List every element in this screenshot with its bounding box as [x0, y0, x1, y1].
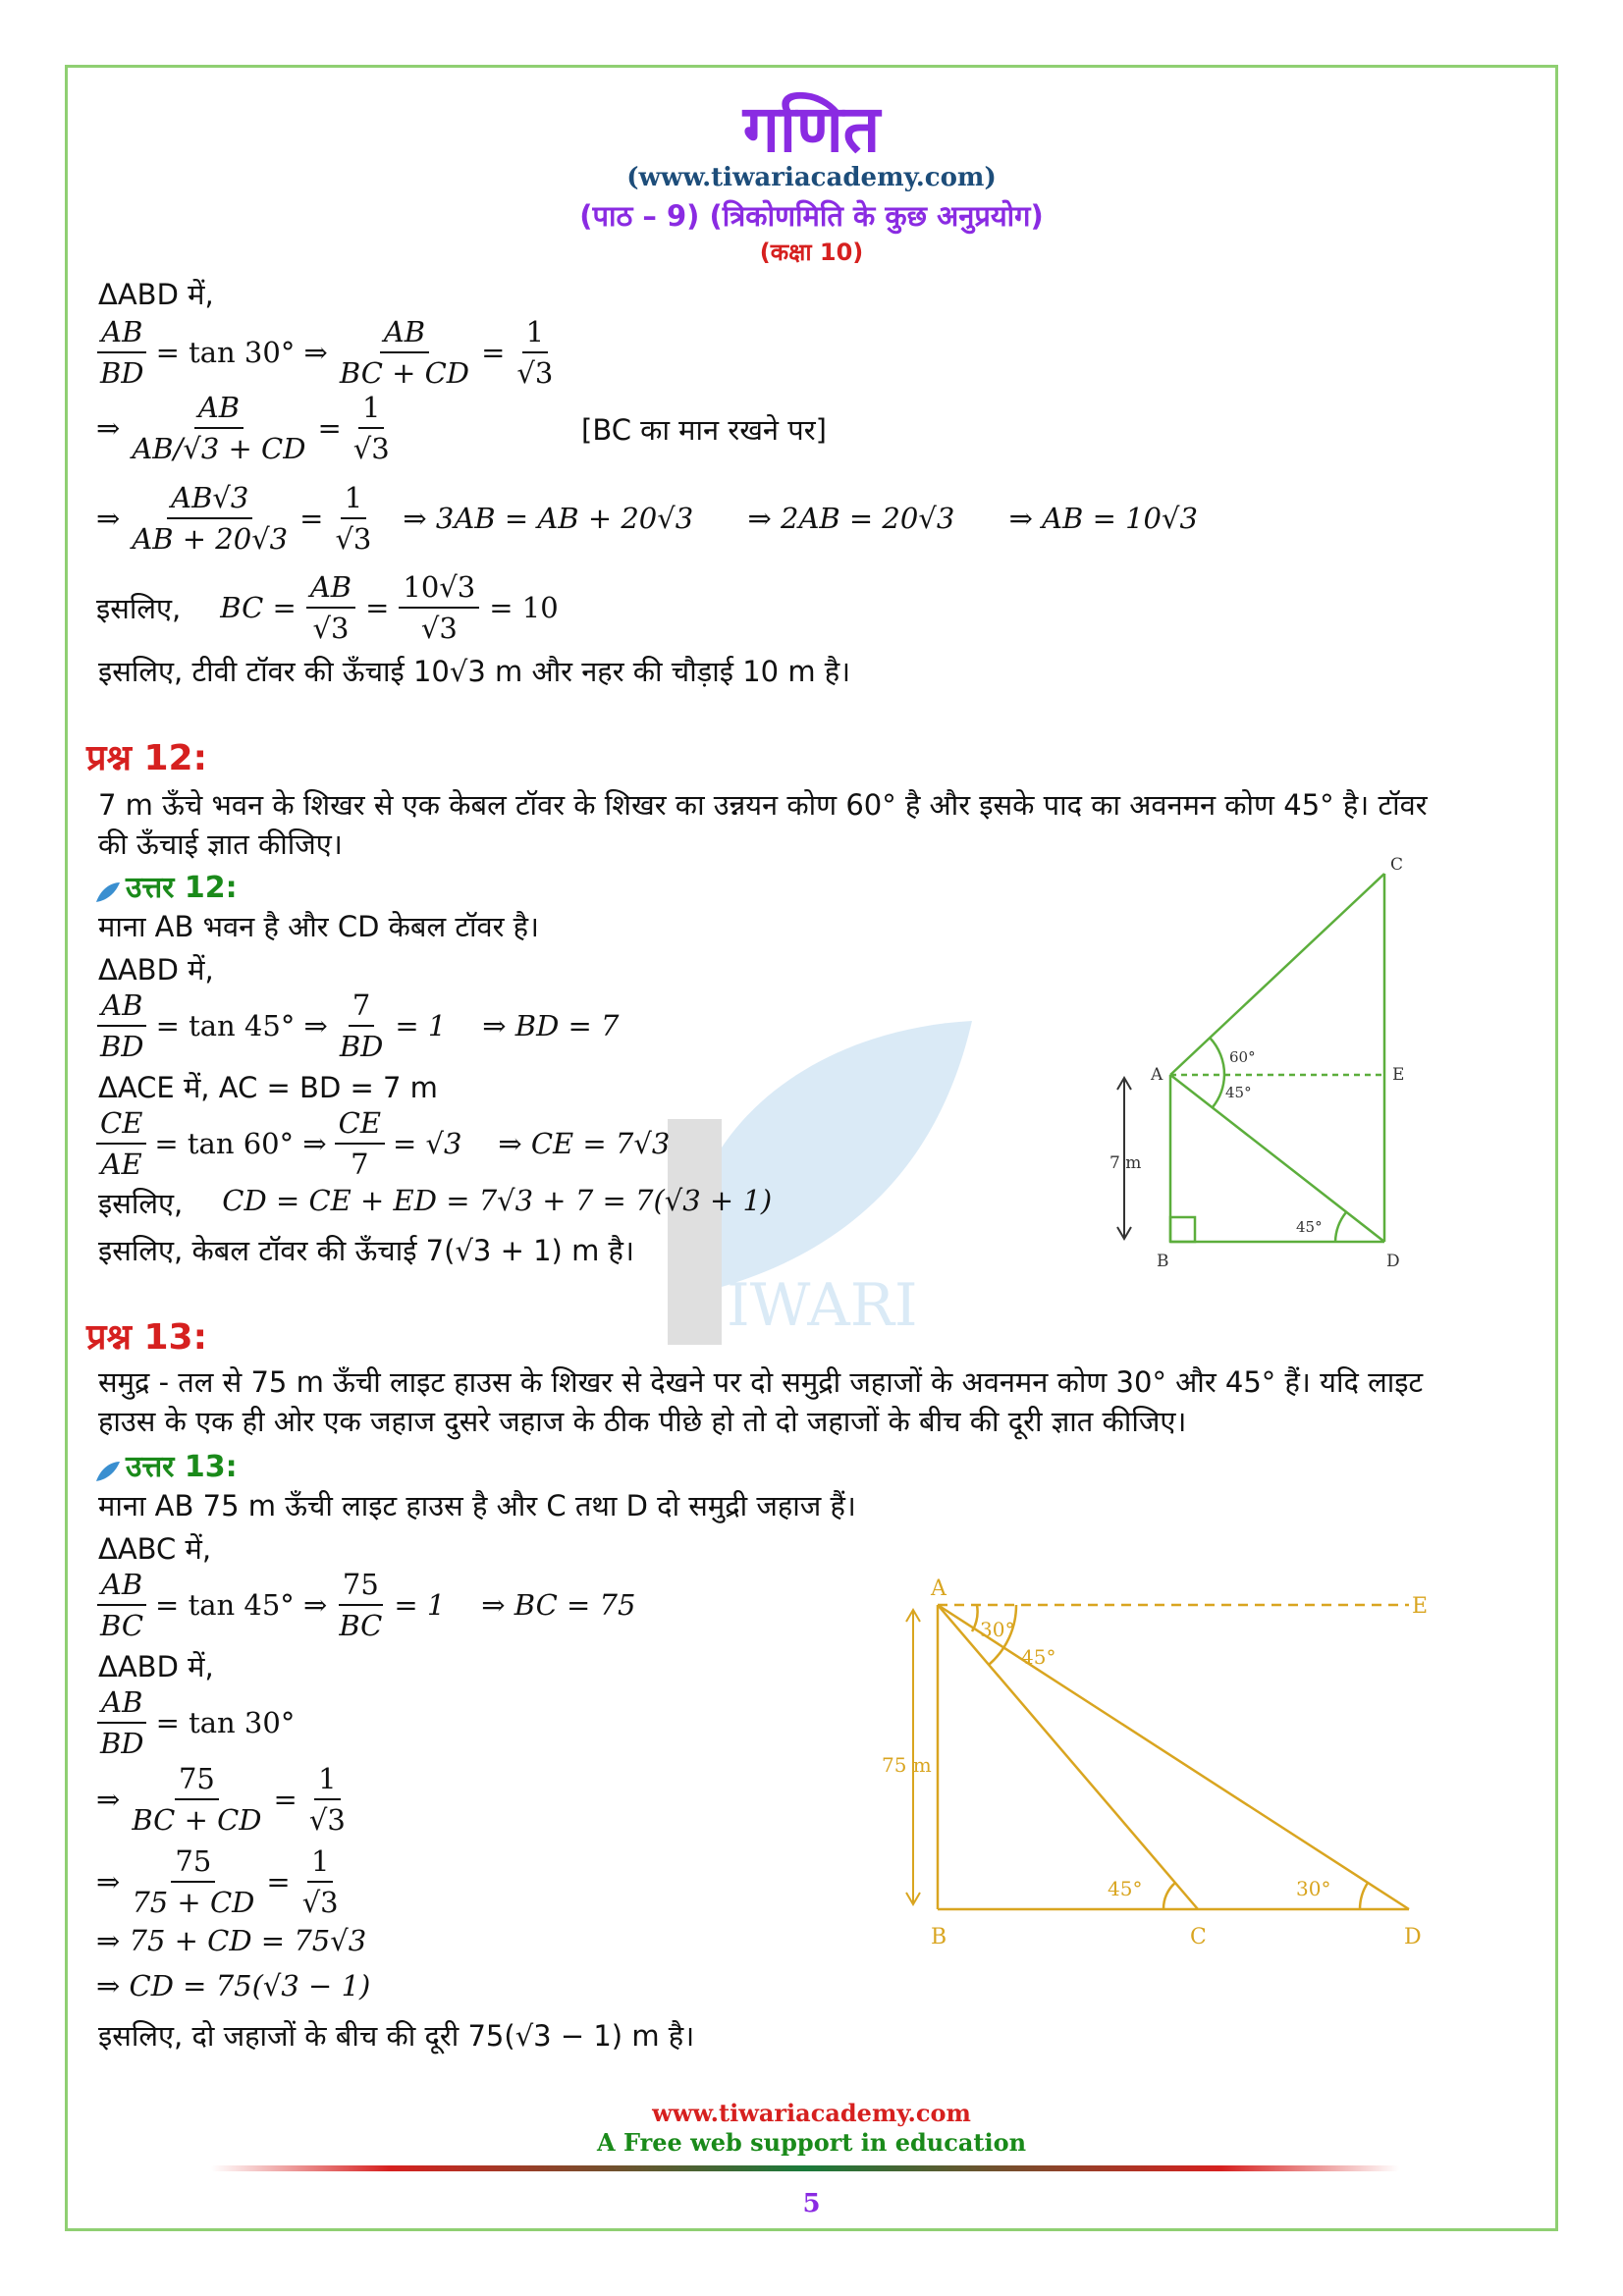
label-c: C: [1390, 855, 1404, 875]
label-a: A: [1151, 1065, 1163, 1085]
angle-30-d-arc: [1360, 1883, 1368, 1909]
label-45-d: 45°: [1296, 1218, 1323, 1236]
fraction: $\frac{75}{BC}$: [335, 1565, 386, 1645]
footer-divider: [211, 2165, 1399, 2171]
q13-in-abd: ΔABD में,: [98, 1650, 214, 1683]
q13-eq5: ⇒ 75 + CD = 75√3: [96, 1924, 367, 1957]
feather-icon: [94, 878, 122, 901]
line-ac: [1170, 874, 1384, 1075]
q13-answer-heading: उत्तर 13:: [94, 1445, 238, 1485]
page-title: गणित: [742, 91, 881, 167]
label-d: D: [1404, 1925, 1422, 1949]
fraction: $\frac{1}{√3}$: [298, 1842, 343, 1922]
q11-substitution-note: [BC का मान रखने पर]: [581, 413, 827, 447]
fraction: $\frac{75}{75 + CD}$: [128, 1842, 258, 1922]
angle-45-arc: [1213, 1075, 1224, 1107]
angle-45-c-arc: [1163, 1883, 1175, 1909]
q13-eq2: $\frac{AB}{BD}$ = tan 30°: [96, 1682, 295, 1763]
angle-45-d-arc: [1335, 1212, 1346, 1242]
q12-eq1: $\frac{AB}{BD}$ = tan 45° ⇒ $\frac{7}{BD}$ = 1 ⇒ BD = 7: [96, 986, 620, 1066]
line-ac: [938, 1605, 1198, 1909]
page-number: 5: [802, 2189, 821, 2218]
q12-answer-heading: उत्तर 12:: [94, 866, 238, 906]
q12-in-abd: ΔABD में,: [98, 953, 214, 987]
fraction: $\frac{AB}{BC}$: [96, 1565, 147, 1645]
q13-in-abc: ΔABC में,: [98, 1532, 212, 1566]
fraction: $\frac{10√3}{√3}$: [399, 567, 479, 648]
footer-tagline: A Free web support in education: [596, 2128, 1027, 2157]
q12-in-ace: ΔACE में, AC = BD = 7 m: [98, 1071, 438, 1104]
label-c: C: [1190, 1925, 1207, 1949]
q12-question-line2: की ऊँचाई ज्ञात कीजिए।: [98, 828, 343, 861]
q12-question-line1: 7 m ऊँचे भवन के शिखर से एक केबल टॉवर के शिखर का उन्नयन कोण 60° है और इसके पाद का अवनमन कोण 45° है। टॉवर: [98, 788, 1428, 822]
header-website[interactable]: (www.tiwariacademy.com): [626, 163, 997, 192]
fraction: $\frac{AB}{BD}$: [96, 1682, 148, 1763]
fraction: $\frac{1}{√3}$: [331, 478, 375, 559]
q12-eq3: इसलिए, CD = CE + ED = 7√3 + 7 = 7(√3 + 1): [98, 1184, 773, 1220]
q12-eq2: $\frac{CE}{AE}$ = tan 60° ⇒ $\frac{CE}{7}$ = √3 ⇒ CE = 7√3: [96, 1103, 670, 1184]
watermark-text: IWARI: [727, 1271, 918, 1340]
class-label: (कक्षा 10): [759, 239, 864, 266]
q13-figure: [874, 1566, 1443, 1958]
q13-eq1: $\frac{AB}{BC}$ = tan 45° ⇒ $\frac{75}{BC}$ = 1 ⇒ BC = 75: [96, 1565, 635, 1645]
q11-eq1: $\frac{AB}{BD}$ = tan 30° ⇒ $\frac{AB}{BC + CD}$ = $\frac{1}{√3}$: [96, 312, 557, 393]
q13-eq4: ⇒ $\frac{75}{75 + CD}$ = $\frac{1}{√3}$: [96, 1842, 343, 1922]
fraction: $\frac{CE}{AE}$: [96, 1103, 146, 1184]
angle-30-arc: [972, 1605, 978, 1631]
fraction: $\frac{AB}{BD}$: [96, 986, 148, 1066]
q13-eq6: ⇒ CD = 75(√3 − 1): [96, 1969, 371, 2002]
label-75m: 75 m: [882, 1753, 932, 1777]
label-30-top: 30°: [980, 1618, 1015, 1641]
label-45-top: 45°: [1021, 1645, 1056, 1669]
fraction: $\frac{7}{BD}$: [336, 986, 388, 1066]
q13-question-line1: समुद्र - तल से 75 m ऊँची लाइट हाउस के शिखर से देखने पर दो समुद्री जहाजों के अवनमन कोण 30° और 45° हैं। यदि लाइट: [98, 1365, 1424, 1399]
q13-conclusion: इसलिए, दो जहाजों के बीच की दूरी 75(√3 − 1) m है।: [98, 2019, 695, 2053]
angle-60-arc: [1210, 1038, 1224, 1075]
q13-assumption: माना AB 75 m ऊँची लाइट हाउस है और C तथा D दो समुद्री जहाज हैं।: [98, 1489, 856, 1522]
fraction: $\frac{75}{BC + CD}$: [128, 1759, 265, 1840]
q12-conclusion: इसलिए, केबल टॉवर की ऊँचाई 7(√3 + 1) m है।: [98, 1234, 634, 1267]
q13-eq3: ⇒ $\frac{75}{BC + CD}$ = $\frac{1}{√3}$: [96, 1759, 350, 1840]
fraction: $\frac{1}{√3}$: [513, 312, 557, 393]
chapter-title: (पाठ – 9) (त्रिकोणमिति के कुछ अनुप्रयोग): [579, 199, 1044, 233]
label-e: E: [1392, 1065, 1405, 1085]
q11-in-triangle: ΔABD में,: [98, 278, 214, 311]
label-30-d: 30°: [1296, 1877, 1331, 1900]
feather-icon: [94, 1457, 122, 1480]
fraction: $\frac{AB√3}{AB + 20√3}$: [128, 478, 292, 559]
label-60: 60°: [1229, 1048, 1256, 1066]
label-b: B: [931, 1925, 947, 1949]
q11-eq2: ⇒ $\frac{AB}{AB/√3 + CD}$ = $\frac{1}{√3}$: [96, 388, 394, 468]
q12-figure: [1100, 844, 1434, 1276]
right-angle-mark: [1170, 1217, 1195, 1242]
label-45-c: 45°: [1108, 1877, 1143, 1900]
q11-eq3: ⇒ $\frac{AB√3}{AB + 20√3}$ = $\frac{1}{√3}$ ⇒ 3AB = AB + 20√3 ⇒ 2AB = 20√3 ⇒ AB = 10√3: [96, 478, 1198, 559]
footer-website[interactable]: www.tiwariacademy.com: [652, 2099, 971, 2127]
label-a: A: [931, 1576, 947, 1601]
label-7m: 7 m: [1109, 1153, 1142, 1173]
q13-heading: प्रश्न 13:: [86, 1317, 207, 1358]
label-e: E: [1412, 1594, 1429, 1619]
label-45-a: 45°: [1225, 1084, 1252, 1101]
fraction: $\frac{AB}{BD}$: [96, 312, 148, 393]
fraction: $\frac{AB}{AB/√3 + CD}$: [128, 388, 309, 468]
line-ad: [1170, 1075, 1384, 1242]
fraction: $\frac{1}{√3}$: [305, 1759, 350, 1840]
line-ad: [938, 1605, 1409, 1909]
label-d: D: [1386, 1252, 1400, 1271]
q12-assumption: माना AB भवन है और CD केबल टॉवर है।: [98, 910, 540, 943]
q11-conclusion: इसलिए, टीवी टॉवर की ऊँचाई 10√3 m और नहर की चौड़ाई 10 m है।: [98, 655, 851, 688]
q13-question-line2: हाउस के एक ही ओर एक जहाज दुसरे जहाज के ठीक पीछे हो तो दो जहाजों के बीच की दूरी ज्ञात कीजिए।: [98, 1405, 1187, 1438]
fraction: $\frac{AB}{BC + CD}$: [336, 312, 473, 393]
fraction: $\frac{CE}{7}$: [335, 1103, 385, 1184]
watermark-logo: [648, 1001, 982, 1359]
q12-heading: प्रश्न 12:: [86, 738, 207, 778]
q11-eq4: इसलिए, BC = $\frac{AB}{√3}$ = $\frac{10√3}{√3}$ = 10: [96, 567, 559, 648]
fraction: $\frac{AB}{√3}$: [306, 567, 355, 648]
fraction: $\frac{1}{√3}$: [350, 388, 394, 468]
label-b: B: [1157, 1252, 1169, 1271]
